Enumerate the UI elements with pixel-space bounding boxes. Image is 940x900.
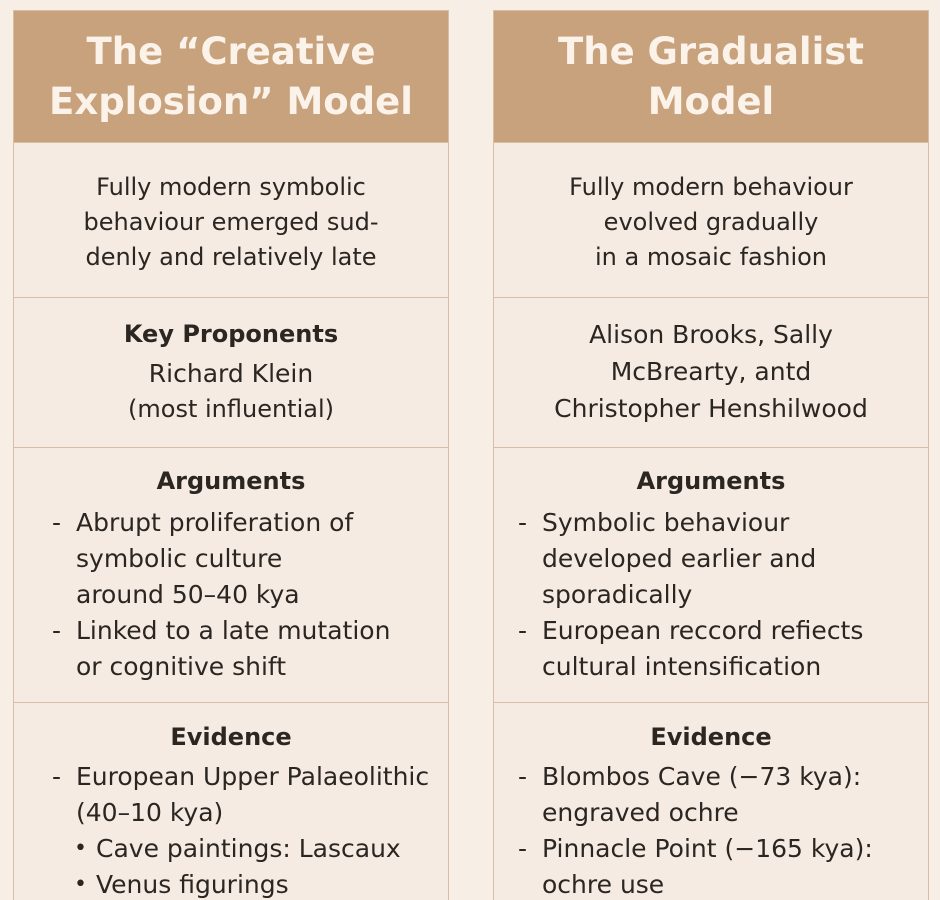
list-item-line: engraved ochre — [542, 798, 739, 827]
proponent-name-text: Richard Klein — [148, 359, 314, 388]
dot-bullet: • — [74, 836, 87, 861]
header-line: Model — [647, 79, 775, 123]
list-item-line: around 50–40 kya — [76, 580, 300, 609]
evidence-section — [494, 702, 928, 900]
proponent-note — [14, 392, 448, 426]
list-item-line: Pinnacle Point (−165 kya): — [542, 834, 873, 863]
sub-list-item — [74, 867, 448, 900]
list-item — [518, 831, 924, 900]
evidence-title: Evidence — [650, 723, 772, 751]
summary-line: denly and relatively late — [85, 243, 377, 271]
summary-line: Fully modern symbolic — [96, 173, 366, 201]
dash-bullet: - — [52, 508, 62, 537]
list-item-line: Blombos Cave (−73 kya): — [542, 762, 862, 791]
dash-bullet: - — [52, 616, 62, 645]
list-item-line: cultural intensification — [542, 652, 822, 681]
dash-bullet: - — [52, 762, 62, 791]
dash-bullet: - — [518, 508, 528, 537]
evidence-list — [494, 759, 928, 900]
summary-line: evolved gradually — [603, 208, 819, 236]
proponent-line: Alison Brooks, Sally — [589, 320, 833, 349]
key-proponents-section — [494, 297, 928, 447]
summary-line: behaviour emerged sud- — [83, 208, 379, 236]
dash-bullet: - — [518, 762, 528, 791]
summary-section — [14, 142, 448, 297]
header-line: The Gradualist — [557, 29, 864, 73]
arguments-list — [14, 505, 448, 685]
evidence-title: Evidence — [170, 723, 292, 751]
list-item-line: Symbolic behaviour — [542, 508, 790, 537]
header-line: The “Creative — [86, 29, 376, 73]
arguments-title: Arguments — [156, 467, 306, 495]
gradualist-column — [493, 10, 929, 900]
summary-section — [494, 142, 928, 297]
list-item-line: developed earlier and — [542, 544, 817, 573]
list-item-line: ochre use — [542, 870, 665, 899]
arguments-list — [494, 505, 928, 685]
list-item — [518, 759, 924, 831]
key-proponents-title: Key Proponents — [123, 320, 339, 348]
list-item-line: sporadically — [542, 580, 693, 609]
sub-list-item-text: Venus figurings — [96, 870, 289, 899]
list-item — [52, 505, 440, 613]
list-item-line: symbolic culture — [76, 544, 283, 573]
creative-explosion-column — [13, 10, 449, 900]
evidence-sublist — [14, 831, 448, 900]
proponent-line: Christopher Henshilwood — [554, 394, 868, 423]
list-item — [518, 613, 924, 685]
list-item — [518, 505, 924, 613]
summary-line: Fully modern behaviour — [569, 173, 853, 201]
proponent-name — [14, 355, 448, 392]
sub-list-item-text: Cave paintings: Lascaux — [96, 834, 401, 863]
list-item-line: European reccord refiects — [542, 616, 864, 645]
gradualist-header — [494, 11, 928, 142]
header-line: Explosion” Model — [49, 79, 413, 123]
creative-explosion-header — [14, 11, 448, 142]
list-item — [52, 613, 440, 685]
list-item-line: European Upper Palaeolithic — [76, 762, 430, 791]
evidence-list — [14, 759, 448, 831]
list-item-line: Linked to a late mutation — [76, 616, 391, 645]
arguments-section — [14, 447, 448, 702]
arguments-title: Arguments — [636, 467, 786, 495]
summary-line: in a mosaic fashion — [594, 243, 828, 271]
list-item-line: Abrupt proliferation of — [76, 508, 354, 537]
dot-bullet: • — [74, 872, 87, 897]
proponent-note-text: (most influential) — [128, 395, 334, 423]
dash-bullet: - — [518, 616, 528, 645]
sub-list-item — [74, 831, 448, 867]
list-item — [52, 759, 444, 831]
list-item-line: (40–10 kya) — [76, 798, 224, 827]
key-proponents-section — [14, 297, 448, 447]
proponent-line: McBrearty, antd — [610, 357, 812, 386]
evidence-section — [14, 702, 448, 900]
list-item-line: or cognitive shift — [76, 652, 287, 681]
arguments-section — [494, 447, 928, 702]
dash-bullet: - — [518, 834, 528, 863]
